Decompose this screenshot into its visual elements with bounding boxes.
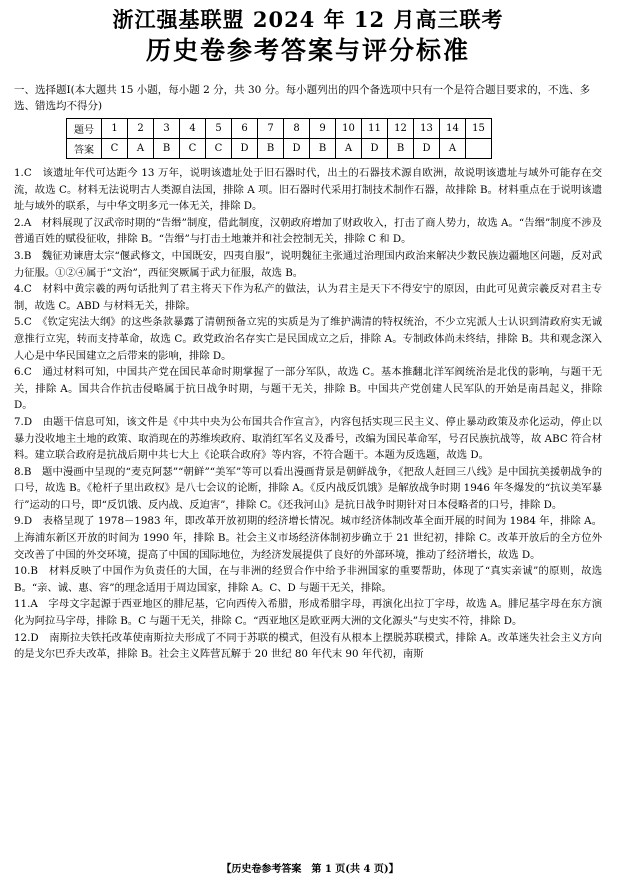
question-explanation (14, 248, 602, 281)
explanation-text: 材料展现了汉武帝时期的“告缗”制度，借此制度，汉朝政府增加了财政收入，打击了商人势力，故选 A。“告缗”制度不涉及普通百姓的赋役征收，排除 B。“告缗”与打击土地兼并和社会控制无关，排除 C 和 D。 (14, 216, 603, 246)
answer-cell: D (232, 139, 258, 159)
page-footer: 【历史卷参考答案 第 1 页(共 4 页)】 (221, 864, 399, 875)
question-number-cell: 10 (336, 119, 362, 139)
question-number-answer: 1.C (14, 167, 32, 179)
answer-key-table (66, 118, 492, 159)
question-explanation (14, 364, 602, 414)
answer-cell: A (440, 139, 466, 159)
row-header: 答案 (67, 139, 102, 159)
row-header: 题号 (67, 119, 102, 139)
question-number-cell: 4 (180, 119, 206, 139)
answer-explanations (14, 165, 602, 663)
question-explanation (14, 464, 602, 514)
explanation-text: 南斯拉夫铁托改革使南斯拉夫形成了不同于苏联的模式，但没有从根本上摆脱苏联模式，排除 A。改革迷失社会主义方向的是戈尔巴乔夫改革，排除 B。社会主义阵营瓦解于 20 世纪 80 年代末 90 年代初，南斯 (14, 631, 603, 661)
question-explanation (14, 630, 602, 663)
question-number-answer: 10.B (14, 565, 38, 578)
question-number-answer: 3.B (14, 249, 32, 262)
question-explanation (14, 215, 602, 248)
section-instructions: 一、选择题Ⅰ(本大题共 15 小题，每小题 2 分，共 30 分。每小题列出的四个备选项中只有一个是符合题目要求的，不选、多选、错选均不得分) (14, 84, 591, 112)
answer-cell: B (154, 139, 180, 159)
answer-cell: D (284, 139, 310, 159)
question-explanation (14, 314, 602, 364)
explanation-text: 由题干信息可知，该文件是《中共中央为公布国共合作宣言》，内容包括实现三民主义、停止暴动政策及赤化运动，停止以暴力没收地主土地的政策、取消现在的苏维埃政府、取消红军名义及番号，改编为国民革命军，号召民族抗战等，故 ABC 符合材料。建立联合政府是抗战后期中共七大上《论联合政府》等内容，不符合题干。本题为反选题，故选 D。 (14, 415, 602, 462)
question-number-row (67, 119, 492, 139)
explanation-text: 魏征劝谏唐太宗“偃武修文，中国既安，四夷自服”，说明魏征主张通过治理国内政治来解决少数民族边疆地区问题，反对武力征服。①②④属于“文治”，西征突厥属于武力征服，故选 B。 (14, 249, 603, 279)
question-number-cell: 12 (388, 119, 414, 139)
question-number-answer: 5.C (14, 316, 32, 329)
question-number-cell: 13 (414, 119, 440, 139)
explanation-text: 通过材料可知，中国共产党在国民革命时期掌握了一部分军队，故选 C。基本推翻北洋军阀统治是北伐的影响，与题干无关，排除 A。国共合作抗击侵略属于抗日战争时期，与题干无关，排除 B。中国共产党创建人民军队的开始是南昌起义，排除 D。 (14, 366, 603, 412)
question-explanation (14, 414, 602, 464)
explanation-text: 表格呈现了 1978－1983 年，即改革开放初期的经济增长情况。城市经济体制改革全面开展的时间为 1984 年，排除 A。上海浦东新区开放的时间为 1990 年，排除 B。社会主义市场经济体制初步确立于 21 世纪初，排除 C。改革开放后的全方位外交改善了中国的外交环境，提高了中国的国际地位，为经济发展提供了良好的外部环境，推动了经济增长，故选 D。 (14, 515, 602, 561)
question-number-cell: 14 (440, 119, 466, 139)
question-number-answer: 7.D (14, 415, 33, 428)
question-number-cell: 9 (310, 119, 336, 139)
question-number-cell: 6 (232, 119, 258, 139)
answer-cell: D (362, 139, 388, 159)
question-number-answer: 11.A (14, 598, 38, 611)
question-explanation (14, 596, 602, 629)
question-explanation (14, 281, 602, 314)
answer-cell: B (258, 139, 284, 159)
answer-cell: C (206, 139, 232, 159)
answer-cell: C (180, 139, 206, 159)
answer-cell: A (336, 139, 362, 159)
question-number-answer: 12.D (14, 631, 39, 644)
question-number-cell: 3 (154, 119, 180, 139)
answer-cell (466, 139, 492, 159)
answer-cell: C (102, 139, 128, 159)
question-explanation (14, 165, 602, 215)
question-number-cell: 5 (206, 119, 232, 139)
exam-title: 浙江强基联盟 2024 年 12 月高三联考 (112, 7, 504, 32)
question-number-answer: 2.A (14, 216, 32, 229)
explanation-text: 材料反映了中国作为负责任的大国，在与非洲的经贸合作中给予非洲国家的重要帮助，体现了“真实亲诚”的原则，故选 B。“亲、诚、惠、容”的理念适用于周边国家，排除 A。C、D 与题干无关，排除。 (14, 565, 602, 594)
explanation-text: 材料中黄宗羲的两句话批判了君主将天下作为私产的做法，认为君主是天下不得安宁的原因，由此可见黄宗羲反对君主专制，故选 C。ABD 与材料无关，排除。 (14, 283, 603, 312)
question-number-answer: 4.C (14, 283, 32, 296)
question-number-cell: 7 (258, 119, 284, 139)
explanation-text: 题中漫画中呈现的“麦克阿瑟”“朝鲜”“美军”等可以看出漫画背景是朝鲜战争，《把敌人赶回三八线》是中国抗美援朝战争的口号，故选 B。《枪杆子里出政权》是八七会议的论断，排除 A。《反内战反饥饿》是解放战争时期 1946 年冬爆发的“抗议美军暴行”运动的口号，即“反饥饿、反内战、反迫害”，排除 C。《还我河山》是抗日战争时期针对日本侵略者的口号，排除 D。 (14, 465, 602, 511)
question-number-answer: 6.C (14, 366, 32, 379)
answer-cell: B (310, 139, 336, 159)
explanation-text: 字母文字起源于西亚地区的腓尼基，它向西传入希腊，形成希腊字母，再演化出拉丁字母，故选 A。腓尼基字母在东方演化为阿拉马字母，排除 B。C 与题干无关，排除 C。“西亚地区是欧亚两大洲的文化源头”与史实不符，排除 D。 (14, 598, 602, 628)
answer-cell: D (414, 139, 440, 159)
explanation-text: 《钦定宪法大纲》的这些条款暴露了清朝预备立宪的实质是为了维护满清的特权统治，不少立宪派人士认识到清政府实无诚意推行立宪，转而支持革命，故选 C。政党政治名存实亡是民国成立之后，排除 A。专制政体尚未终结，排除 B。共和观念深入人心是中华民国建立之后带来的影响，排除 D。 (14, 316, 603, 362)
question-number-cell: 8 (284, 119, 310, 139)
document-title: 历史卷参考答案与评分标准 (145, 36, 470, 65)
question-number-cell: 11 (362, 119, 388, 139)
question-number-cell: 2 (128, 119, 154, 139)
question-explanation (14, 563, 602, 596)
question-explanation (14, 513, 602, 563)
question-number-answer: 8.B (14, 465, 32, 478)
question-number-answer: 9.D (14, 515, 33, 528)
explanation-text: 该遗址年代可达距今 13 万年，说明该遗址处于旧石器时代，出土的石器技术源自欧洲，故说明该遗址与域外可能存在交流，故选 C。材料无法说明古人类源自法国，排除 A 项。旧石器时代采用打制技术制作石器，故排除 B。材料重点在于说明该遗址与域外的联系，与中华文明多元一体无关，排除 D。 (14, 167, 603, 213)
question-number-cell: 15 (466, 119, 492, 139)
answer-cell: B (388, 139, 414, 159)
answer-cell: A (128, 139, 154, 159)
question-number-cell: 1 (102, 119, 128, 139)
answer-row (67, 139, 492, 159)
